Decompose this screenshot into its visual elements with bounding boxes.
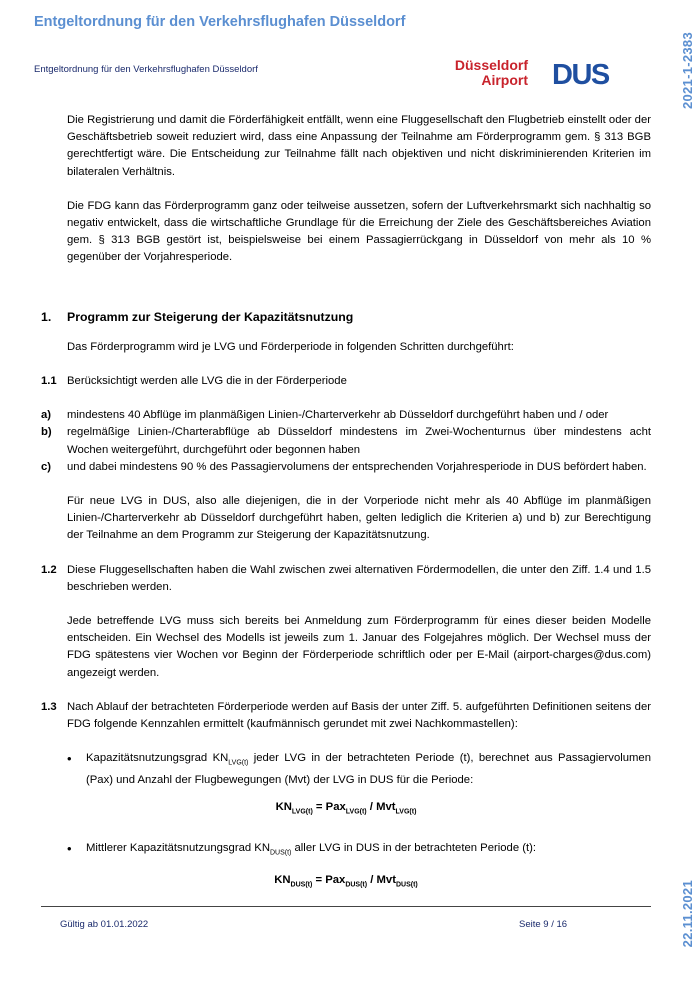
clause-text: Diese Fluggesellschaften haben die Wahl zwischen zwei alternativen Fördermodellen, die unter den Ziff. 1.4 und 1.5 beschrieben werden. (67, 563, 651, 593)
clause-1-1 (41, 373, 651, 390)
airport-logo (454, 56, 616, 96)
bullet-dot: • (67, 841, 72, 857)
criteria-text: mindestens 40 Abflüge im planmäßigen Linien-/Charterverkehr ab Düsseldorf durchgeführt haben und / oder (67, 409, 609, 422)
clause-number: 1.3 (41, 700, 57, 713)
section-number: 1. (41, 309, 52, 324)
document-header-title: Entgeltordnung für den Verkehrsflughafen Düsseldorf (34, 14, 406, 30)
criteria-label: b) (41, 426, 52, 439)
criteria-b (41, 424, 651, 458)
paragraph-suspension: Die FDG kann das Förderprogramm ganz oder teilweise aussetzen, sofern der Luftverkehrsmarkt sich nachhaltig so negativ entwickelt, dass die wirtschaftliche Grundlage für die Erreichung der Ziele des Geschäftsbereiches Aviation gem. § 313 BGB gestört ist, beispielsweise bei einem Passagierrückgang in Düsseldorf von mehr als 10 % gegenüber der Vorjahresperiode. (67, 199, 651, 264)
criteria-label: c) (41, 460, 52, 473)
criteria-text: regelmäßige Linien-/Charterabflüge ab Düsseldorf mindestens im Zwei-Wochenturnus über mindestens acht Wochen weitergeführt, durchgeführt oder begonnen haben (67, 426, 651, 456)
bullet-mean-capacity-utilization (67, 840, 651, 861)
logo-dus-mark: DUS (552, 59, 609, 91)
paragraph-registration: Die Registrierung und damit die Förderfähigkeit entfällt, wenn eine Fluggesellschaft den Flugbetrieb einstellt oder der Geschäftsbetrieb soweit reduziert wird, dass eine Anpassung der Teilnahme am Förderprogramm gem. § 313 BGB gerechtfertigt wäre. Die Entscheidung zur Teilnahme fällt nach objektiven und nicht diskriminierenden Kriterien im bilateralen Verhältnis. (67, 114, 652, 178)
logo-line2: Airport (481, 72, 528, 88)
section-heading (41, 309, 651, 326)
footer-valid-from: Gültig ab 01.01.2022 (60, 919, 149, 930)
clause-text: Berücksichtigt werden alle LVG die in der Förderperiode (67, 375, 347, 388)
bullet-capacity-utilization (67, 750, 651, 789)
side-reference-number: 2021-1-2383 (680, 32, 695, 110)
logo-wordmark (455, 58, 528, 88)
formula-kn-dus: $KN_{DUS(t)} = Pax_{DUS(t)} / Mvt_{DUS(t)}$ (274, 873, 418, 889)
document-body (41, 112, 651, 913)
clause-1-3 (41, 699, 651, 733)
side-date: 22.11.2021 (680, 880, 695, 948)
paragraph-model-choice: Jede betreffende LVG muss sich bereits bei Anmeldung zum Förderprogramm für eines dieser beiden Modelle entscheiden. Ein Wechsel des Modells ist jeweils zum 1. Januar des Folgejahres möglich. Der Wechsel muss der FDG spätestens vier Wochen vor Beginn der Förderperiode schriftlich oder per E-Mail (airport-charges@dus.com) angezeigt werden. (67, 615, 651, 679)
header-subtitle: Entgeltordnung für den Verkehrsflughafen Düsseldorf (34, 64, 258, 75)
logo-line1: Düsseldorf (454, 57, 528, 73)
bullet-dot: • (67, 751, 72, 767)
criteria-text: und dabei mindestens 90 % des Passagiervolumens der entsprechenden Vorjahresperiode in DUS befördert haben. (67, 460, 647, 473)
bullet-text: Kapazitätsnutzungsgrad $KN_{LVG(t)}$ jeder LVG in der betrachteten Periode (t), berechnet aus Passagiervolumen (Pax) und Anzahl der Flugbewegungen (Mvt) der LVG in DUS für die Periode: (86, 752, 651, 786)
criteria-a (41, 407, 651, 424)
clause-number: 1.2 (41, 563, 57, 576)
clause-1-2 (41, 562, 651, 596)
criteria-c (41, 459, 651, 476)
criteria-label: a) (41, 409, 52, 422)
clause-number: 1.1 (41, 375, 57, 388)
bullet-text: Mittlerer Kapazitätsnutzungsgrad $KN_{DUS(t)}$ aller LVG in DUS in der betrachteten Periode (t): (86, 842, 537, 857)
footer-divider (41, 906, 651, 907)
footer-page-number: Seite 9 / 16 (519, 919, 568, 930)
section-title: Programm zur Steigerung der Kapazitätsnutzung (67, 309, 354, 324)
clause-text: Nach Ablauf der betrachteten Förderperiode werden auf Basis der unter Ziff. 5. aufgeführten Definitionen seitens der FDG folgende Kennzahlen ermittelt (kaufmännisch gerundet mit zwei Nachkommastellen): (67, 700, 651, 731)
formula-kn-lvg: $KN_{LVG(t)} = Pax_{LVG(t)} / Mvt_{LVG(t)}$ (275, 800, 417, 816)
paragraph-intro: Das Förderprogramm wird je LVG und Förderperiode in folgenden Schritten durchgeführt: (67, 340, 514, 353)
paragraph-new-lvg: Für neue LVG in DUS, also alle diejenigen, die in der Vorperiode nicht mehr als 40 Abflüge im planmäßigen Linien-/Charterverkehr ab Düsseldorf durchgeführt haben, gelten lediglich die Kriterien a) und b) zur Berechtigung der Teilnahme an dem Programm zur Steigerung der Kapazitätsnutzung. (67, 495, 651, 542)
